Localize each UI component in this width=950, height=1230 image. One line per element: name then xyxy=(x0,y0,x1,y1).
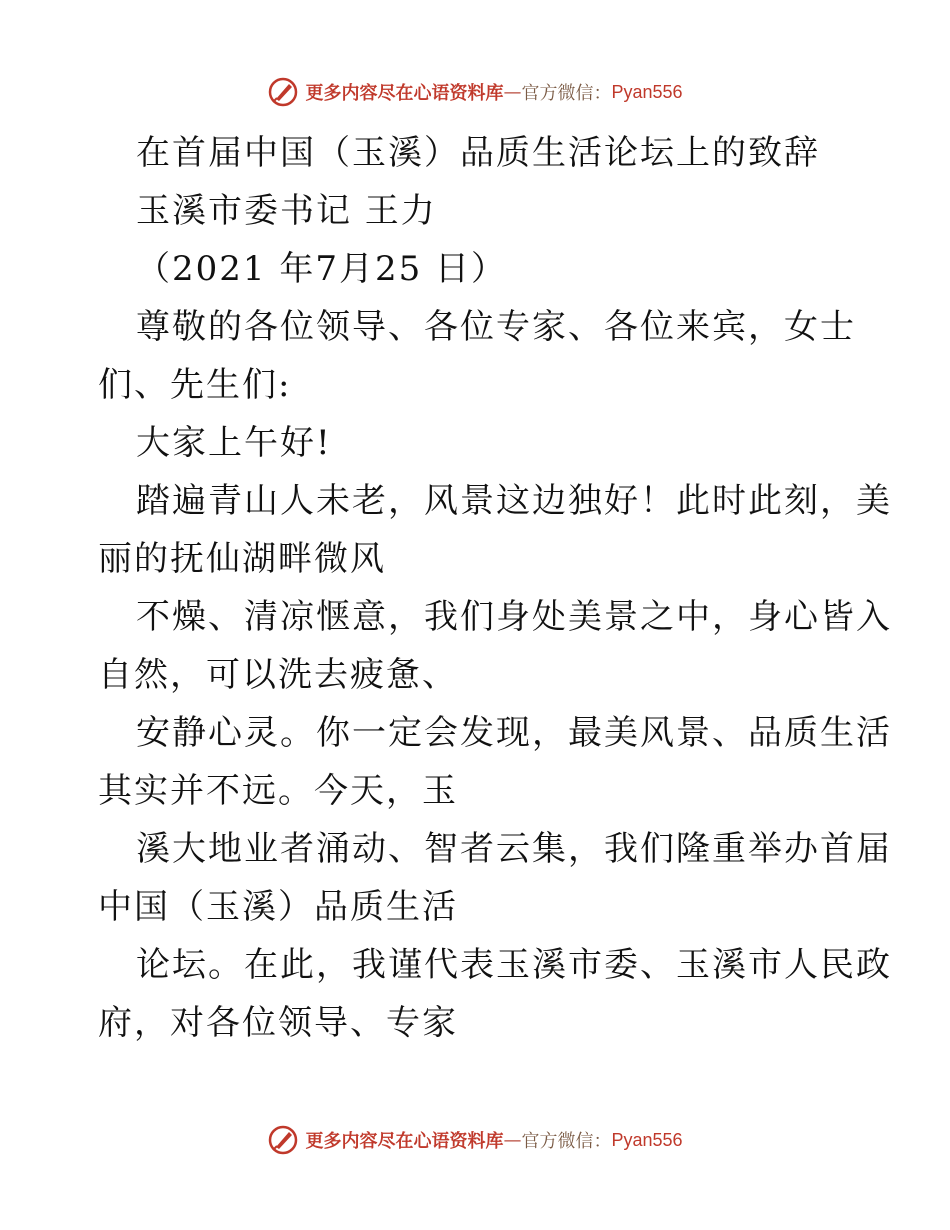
banner-main-text: 更多内容尽在心语资料库 xyxy=(305,83,504,104)
paragraph-line: 踏遍青山人未老，风景这边独好！此时此刻，美 xyxy=(136,481,892,521)
document-date: （2021 年7月25 日） xyxy=(136,249,508,289)
quill-pen-logo-icon xyxy=(267,76,299,108)
paragraph-line: 其实并不远。今天，玉 xyxy=(98,771,458,811)
paragraph-line: 大家上午好! xyxy=(136,423,332,463)
banner-wechat-id: Pyan556 xyxy=(611,1129,683,1150)
banner-wechat-label: 官方微信： xyxy=(521,1131,612,1152)
paragraph-line: 自然，可以洗去疲惫、 xyxy=(98,655,458,695)
paragraph-line: 不燥、清凉惬意，我们身处美景之中，身心皆入 xyxy=(136,597,892,637)
paragraph-line: 中国（玉溪）品质生活 xyxy=(98,887,458,927)
paragraph-line: 安静心灵。你一定会发现，最美风景、品质生活 xyxy=(136,713,892,753)
paragraph-line: 论坛。在此，我谨代表玉溪市委、玉溪市人民政 xyxy=(136,945,892,985)
document-author: 玉溪市委书记 王力 xyxy=(136,191,437,231)
paragraph-line: 溪大地业者涌动、智者云集，我们隆重举办首届 xyxy=(136,829,892,869)
document-title: 在首届中国（玉溪）品质生活论坛上的致辞 xyxy=(136,133,820,173)
paragraph-line: 尊敬的各位领导、各位专家、各位来宾，女士 xyxy=(136,307,856,347)
paragraph-line: 府，对各位领导、专家 xyxy=(98,1003,458,1043)
quill-pen-logo-icon xyxy=(267,1124,299,1156)
banner-dash: — xyxy=(503,1129,522,1151)
paragraph-line: 丽的抚仙湖畔微风 xyxy=(98,539,386,579)
banner-wechat-label: 官方微信： xyxy=(521,83,612,104)
paragraph-line: 们、先生们: xyxy=(98,365,292,405)
banner-wechat-id: Pyan556 xyxy=(611,81,683,102)
banner-dash: — xyxy=(503,81,522,103)
footer-banner xyxy=(0,1120,950,1160)
banner-main-text: 更多内容尽在心语资料库 xyxy=(305,1131,504,1152)
header-banner xyxy=(0,72,950,112)
document-body xyxy=(98,124,892,1052)
